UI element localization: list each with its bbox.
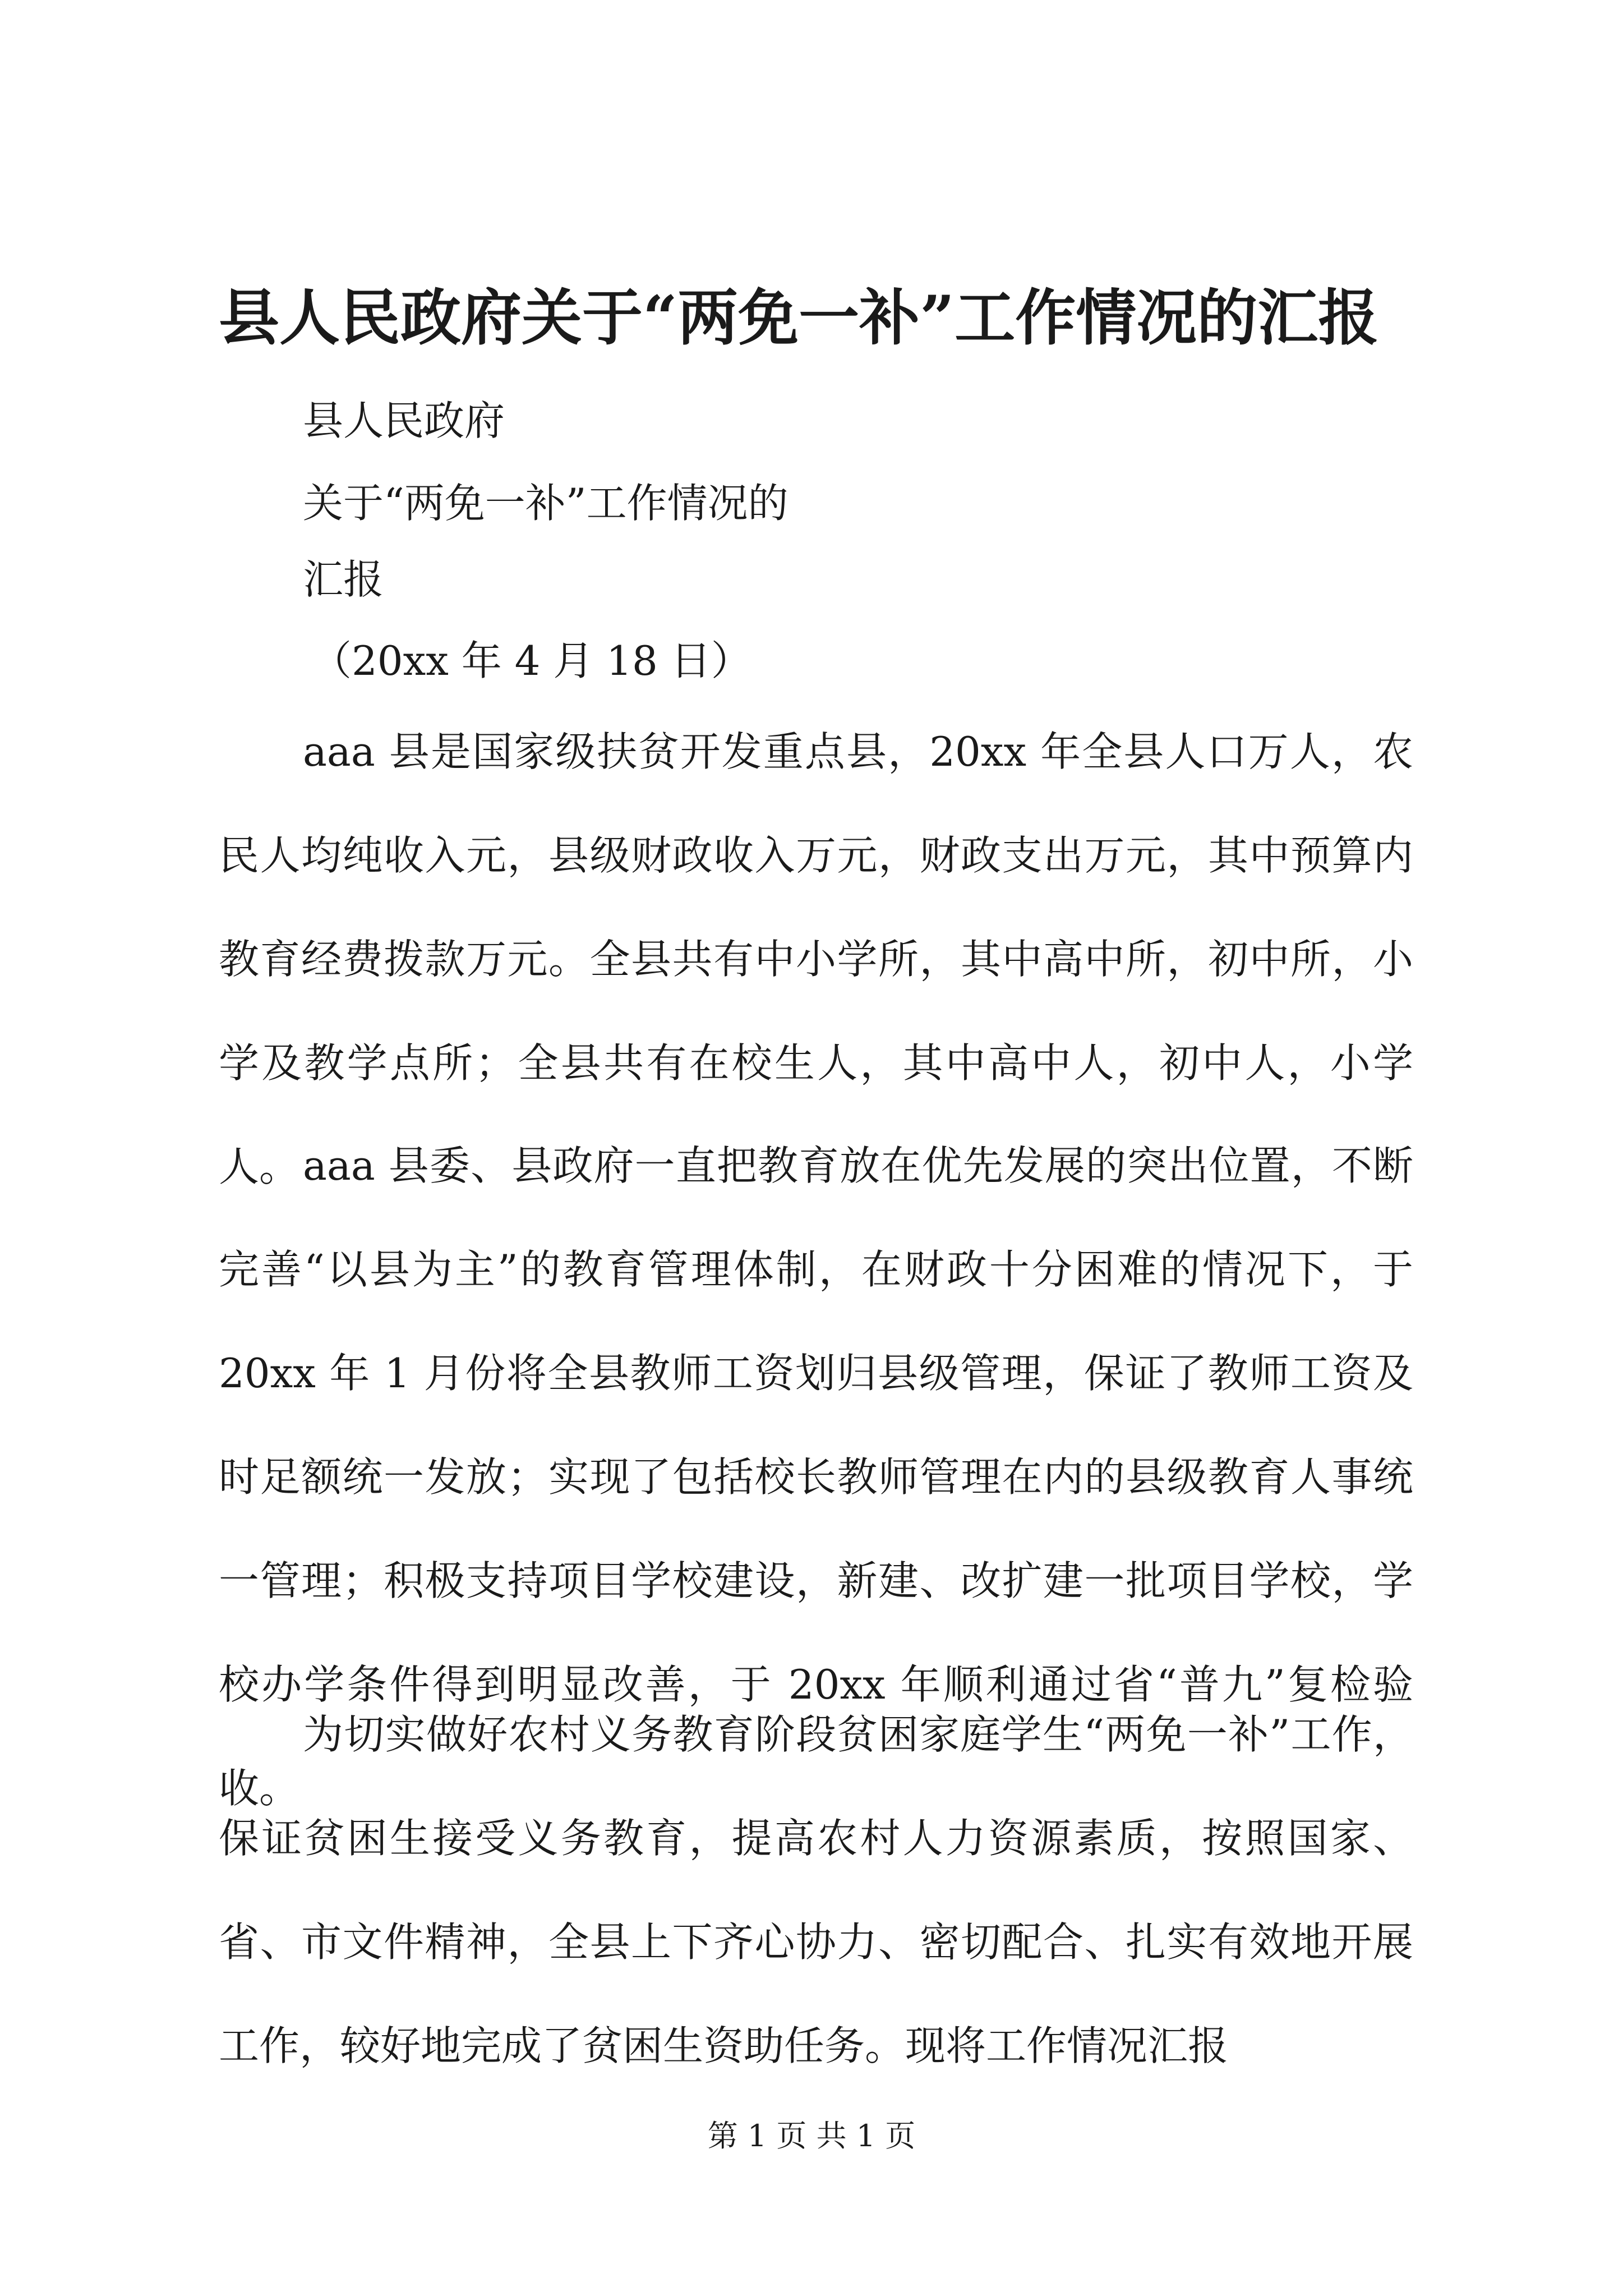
- header-line-report: 汇报: [303, 556, 384, 603]
- header-line-issuer: 县人民政府: [303, 397, 505, 444]
- header-line-subject: 关于“两免一补”工作情况的: [303, 480, 789, 527]
- paragraph-3: 为切实做好农村义务教育阶段贫困家庭学生“两免一补”工作，保证贫困生接受义务教育，提高农村人力资源素质，按照国家、省、市文件精神，全县上下齐心协力、密切配合、扎实有效地开展工作，较好地完成了贫困生资助任务。现将工作情况汇报: [219, 1711, 1413, 2069]
- header-line-date: （20xx 年 4 月 18 日）: [311, 637, 751, 684]
- document-title: 县人民政府关于“两免一补”工作情况的汇报: [219, 283, 1379, 353]
- paragraph-1: aaa 县是国家级扶贫开发重点县，20xx 年全县人口万人，农民人均纯收入元，县级财政收入万元，财政支出万元，其中预算内教育经费拨款万元。全县共有中小学所，其中高中所，初中所，小学及教学点所；全县共有在校生人，其中高中人，初中人，小学人。: [219, 728, 1413, 1190]
- paragraph-2: aaa 县委、县政府一直把教育放在优先发展的突出位置，不断完善“以县为主”的教育管理体制，在财政十分困难的情况下，于 20xx 年 1 月份将全县教师工资划归县级管理，保证了教师工资及时足额统一发放；实现了包括校长教师管理在内的县级教育人事统一管理；积极支持项目学校建设，新建、改扩建一批项目学校，学校办学条件得到明显改善，于 20xx 年顺利通过省“普九”复检验收。: [219, 1142, 1413, 1812]
- page-footer: 第 1 页 共 1 页: [707, 2118, 916, 2154]
